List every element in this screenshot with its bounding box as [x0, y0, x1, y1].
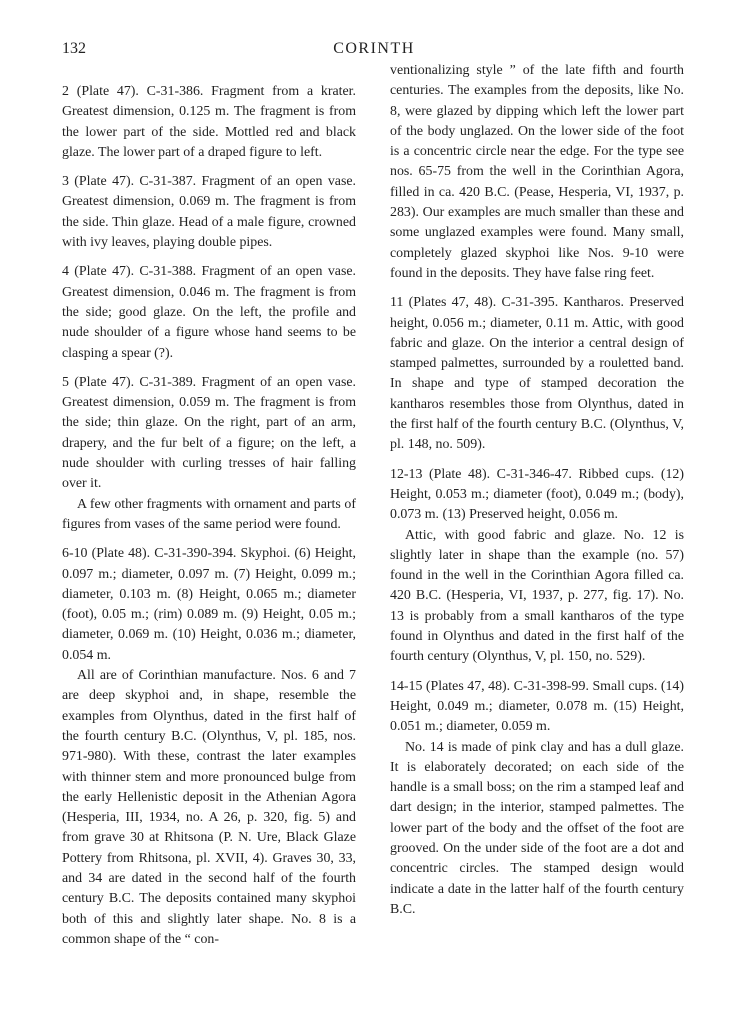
catalog-entry-12-13: 12-13 (Plate 48). C-31-346-47. Ribbed cups. (12) Height, 0.053 m.; diameter (foot), 0.049 m.; (body), 0.073 m. (13) Preserved height, 0.056 m. [390, 466, 684, 523]
left-column [62, 82, 356, 950]
catalog-entry-11: 11 (Plates 47, 48). C-31-395. Kantharos. Preserved height, 0.056 m.; diameter, 0.11 m. Attic, with good fabric and glaze. On the interior a central design of stamped palmettes, surrounded by a rouletted band. In shape and type of stamped decoration the kantharos resembles those from Olynthus, dated in the first half of the fourth century B.C. (Olynthus, V, pl. 148, no. 509). [390, 295, 684, 453]
catalog-entry-6-10: 6-10 (Plate 48). C-31-390-394. Skyphoi. (6) Height, 0.097 m.; diameter, 0.097 m. (7) Height, 0.099 m.; diameter, 0.103 m. (8) Height, 0.065 m.; diameter (foot), 0.05 m.; (rim) 0.089 m. (9) Height, 0.05 m.; diameter, 0.069 m. (10) Height, 0.036 m.; diameter, 0.054 m. [62, 546, 356, 663]
page-number: 132 [62, 40, 86, 57]
catalog-entry-4: 4 (Plate 47). C-31-388. Fragment of an open vase. Greatest dimension, 0.046 m. The fragment is from the side; good glaze. On the left, the profile and nude shoulder of a figure whose hand seems to be clasping a spear (?). [62, 264, 356, 361]
paragraph-other-fragments: A few other fragments with ornament and parts of figures from vases of the same period were found. [62, 496, 356, 532]
catalog-entry-14-15: 14-15 (Plates 47, 48). C-31-398-99. Small cups. (14) Height, 0.049 m.; diameter, 0.078 m. (15) Height, 0.051 m.; diameter, 0.059 m. [390, 678, 684, 735]
paragraph-attic-ribbed-cups: Attic, with good fabric and glaze. No. 12 is slightly later in shape than the example (no. 57) found in the well in the Corinthian Agora filled ca. 420 B.C. (Hesperia, VI, 1937, p. 277, fig. 17). No. 13 is probably from a small kantharos of the type found in Olynthus and dated in the first half of the fourth century (Olynthus, V, pl. 150, no. 529). [390, 527, 684, 665]
catalog-entry-3: 3 (Plate 47). C-31-387. Fragment of an open vase. Greatest dimension, 0.069 m. The fragment is from the side. Thin glaze. Head of a male figure, crowned with ivy leaves, playing double pipes. [62, 174, 356, 251]
running-title: CORINTH [333, 40, 415, 57]
catalog-entry-2: 2 (Plate 47). C-31-386. Fragment from a krater. Greatest dimension, 0.125 m. The fragment is from the lower part of the side. Mottled red and black glaze. The lower part of a draped figure to left. [62, 84, 356, 160]
paragraph-corinthian-manufacture: All are of Corinthian manufacture. Nos. 6 and 7 are deep skyphoi and, in shape, resemble the examples from Olynthus, dated in the first half of the fourth century B.C. (Olynthus, V, pl. 185, nos. 971-980). With these, contrast the later examples with thinner stem and more pronounced bulge from the early Hellenistic deposit in the Athenian Agora (Hesperia, III, 1934, no. A 26, p. 320, fig. 5) and from grave 30 at Rhitsona (P. N. Ure, Black Glaze Pottery from Rhitsona, pl. XVII, 4). Graves 30, 33, and 34 are dated in the second half of the fourth century B.C. The deposits contained many skyphoi both of this and slightly later shape. No. 8 is a common shape of the “ con- [62, 668, 356, 947]
catalog-entry-5: 5 (Plate 47). C-31-389. Fragment of an open vase. Greatest dimension, 0.059 m. The fragment is from the side; thin glaze. On the right, part of an arm, drapery, and the fur belt of a figure; on the left, a nude shoulder with curling tresses of hair falling over it. [62, 374, 356, 492]
paragraph-no-14-description: No. 14 is made of pink clay and has a dull glaze. It is elaborately decorated; on each side of the handle is a small boss; on the rim a stamped leaf and dart design; in the interior, stamped palmettes. The lower part of the body and the offset of the foot are grooved. On the under side of the foot are a dot and concentric circles. The stamped design would indicate a date in the latter half of the fourth century B.C. [390, 739, 684, 917]
right-column [390, 61, 684, 920]
paragraph-continuation: ventionalizing style ” of the late fifth and fourth centuries. The examples from the deposits, like No. 8, were glazed by dipping which left the lower part of the body unglazed. On the lower side of the foot is a concentric circle near the edge. For the type see nos. 65-75 from the well in the Corinthian Agora, filled in ca. 420 B.C. (Pease, Hesperia, VI, 1937, p. 283). Our examples are much smaller than these and some unglazed examples were found. Many small, completely glazed skyphoi like Nos. 9-10 were found in the deposits. They have false ring feet. [390, 63, 684, 281]
